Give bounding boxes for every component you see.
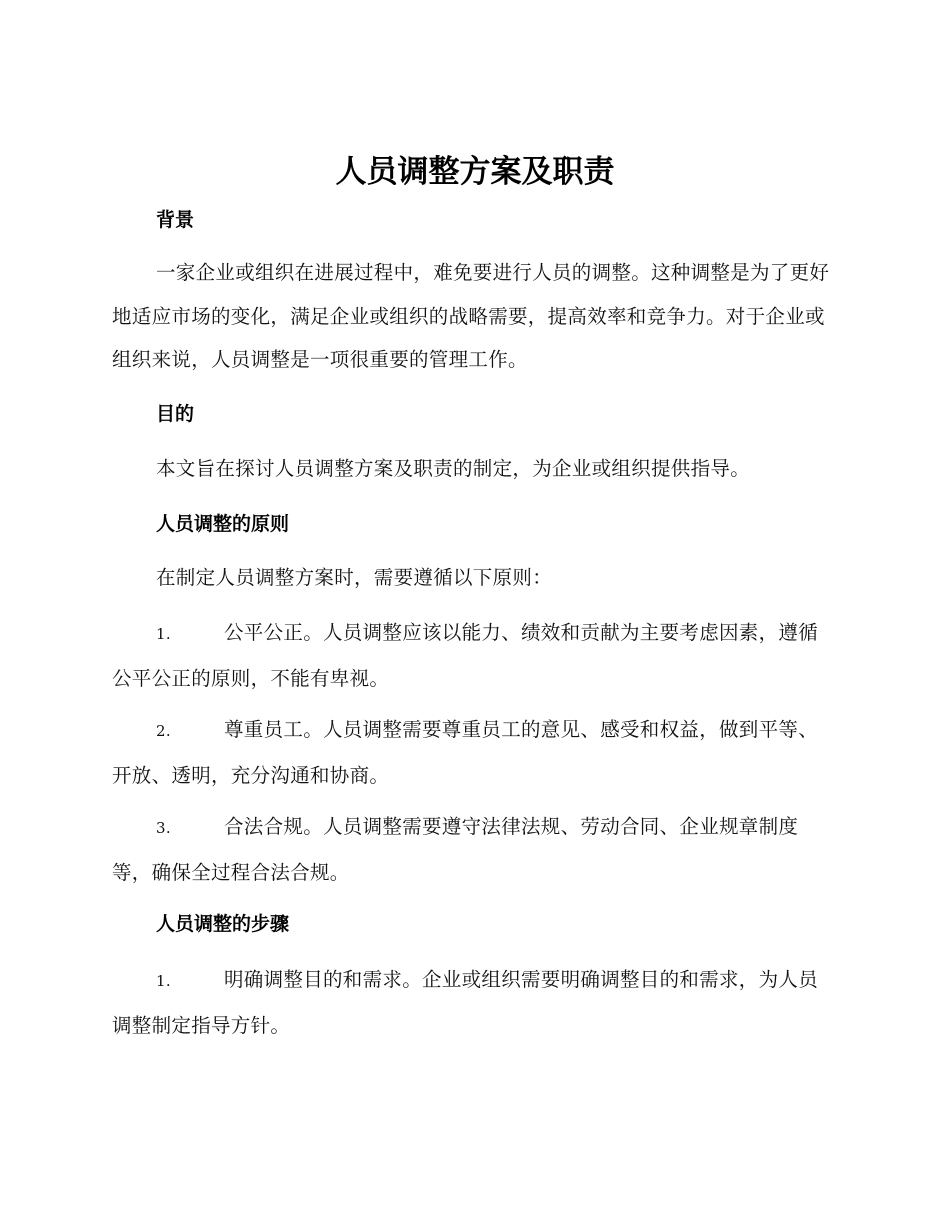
document-title: 人员调整方案及职责 <box>335 154 615 190</box>
principles-intro: 在制定人员调整方案时，需要遵循以下原则： <box>156 566 553 589</box>
step-item-1 <box>112 958 836 1047</box>
list-number: 1. <box>156 625 171 643</box>
section-heading-steps: 人员调整的步骤 <box>156 913 290 935</box>
list-item-text: 公平公正。人员调整应该以能力、绩效和贡献为主要考虑因素，遵循公平公正的原则，不能有卑视。 <box>112 621 819 690</box>
background-paragraph: 一家企业或组织在进展过程中，难免要进行人员的调整。这种调整是为了更好地适应市场的变化，满足企业或组织的战略需要，提高效率和竞争力。对于企业或组织来说，人员调整是一项很重要的管理工作。 <box>112 261 830 371</box>
list-number: 1. <box>156 972 171 990</box>
section-heading-background: 背景 <box>156 209 195 231</box>
list-item-text: 尊重员工。人员调整需要尊重员工的意见、感受和权益，做到平等、开放、透明，充分沟通和协商。 <box>112 718 819 787</box>
list-item-text: 合法合规。人员调整需要遵守法律法规、劳动合同、企业规章制度等，确保全过程合法合规。 <box>112 815 799 884</box>
purpose-paragraph: 本文旨在探讨人员调整方案及职责的制定，为企业或组织提供指导。 <box>156 457 751 480</box>
section-heading-principles: 人员调整的原则 <box>156 513 290 535</box>
principle-item-1 <box>112 611 836 700</box>
section-heading-purpose: 目的 <box>156 403 195 425</box>
list-number: 3. <box>156 819 171 837</box>
list-number: 2. <box>156 722 171 740</box>
principle-item-3 <box>112 805 836 894</box>
principle-item-2 <box>112 708 836 797</box>
list-item-text: 明确调整目的和需求。企业或组织需要明确调整目的和需求，为人员调整制定指导方针。 <box>112 968 819 1037</box>
